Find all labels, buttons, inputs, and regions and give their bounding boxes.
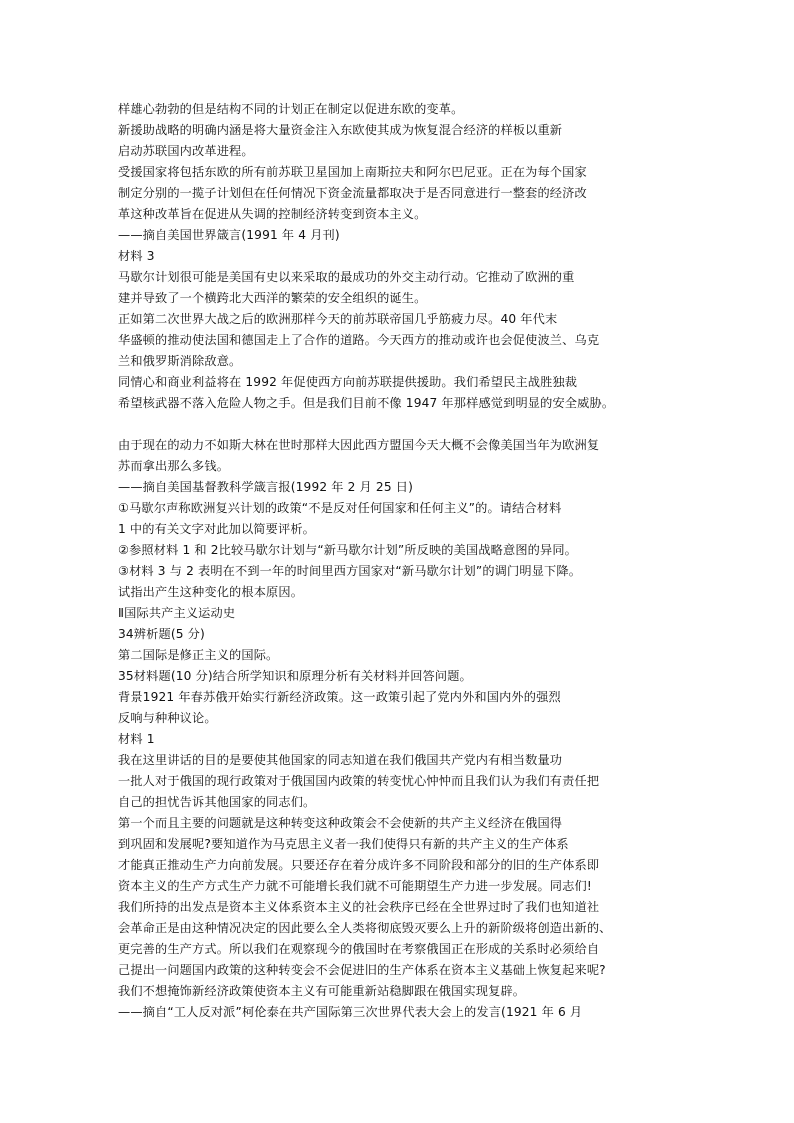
source-citation: ——摘自美国世界箴言(1991 年 4 月刊) (118, 228, 340, 242)
text-line: 第二国际是修正主义的国际。 (118, 648, 279, 662)
text-line: 一批人对于俄国的现行政策对于俄国国内政策的转变忧心忡忡而且我们认为我们有责任把 (118, 774, 600, 788)
text-line: 会革命正是由这种情况决定的因此要么全人类将彻底毁灭要么上升的新阶级将创造出新的、 (118, 921, 612, 935)
document-body (118, 99, 688, 1023)
question-item: ③材料 3 与 2 表明在不到一年的时间里西方国家对“新马歇尔计划”的调门明显下降。 (118, 564, 582, 578)
material-heading: 材料 1 (118, 732, 155, 746)
text-line: 自己的担忧告诉其他国家的同志们。 (118, 795, 316, 809)
text-line: 我们不想掩饰新经济政策使资本主义有可能重新站稳脚跟在俄国实现复辟。 (118, 984, 526, 998)
text-line: 到巩固和发展呢?要知道作为马克思主义者一我们使得只有新的共产主义的生产体系 (118, 837, 569, 851)
text-line: 己提出一问题国内政策的这种转变会不会促进旧的生产体系在资本主义基础上恢复起来呢? (118, 963, 606, 977)
text-line: 建并导致了一个横跨北大西洋的繁荣的安全组织的诞生。 (118, 291, 427, 305)
question-heading: 34辨析题(5 分) (118, 627, 205, 641)
material-heading: 材料 3 (118, 249, 155, 263)
question-heading: 35材料题(10 分)结合所学知识和原理分析有关材料并回答问题。 (118, 669, 472, 683)
question-item: ①马歇尔声称欧洲复兴计划的政策“不是反对任何国家和任何主义”的。请结合材料 (118, 501, 562, 515)
text-line: 苏而拿出那么多钱。 (118, 459, 230, 473)
text-line: 马歇尔计划很可能是美国有史以来采取的最成功的外交主动行动。它推动了欧洲的重 (118, 270, 575, 284)
text-line: 兰和俄罗斯消除敌意。 (118, 354, 242, 368)
text-line: 样雄心勃勃的但是结构不同的计划正在制定以促进东欧的变革。 (118, 102, 464, 116)
question-item: ②参照材料 1 和 2比较马歇尔计划与“新马歇尔计划”所反映的美国战略意图的异同。 (118, 543, 578, 557)
source-citation: ——摘自美国基督教科学箴言报(1992 年 2 月 25 日) (118, 480, 413, 494)
text-line: 由于现在的动力不如斯大林在世时那样大因此西方盟国今天大概不会像美国当年为欧洲复 (118, 438, 600, 452)
text-line: 更完善的生产方式。所以我们在观察现今的俄国时在考察俄国正在形成的关系时必须给自 (118, 942, 600, 956)
text-line: 新援助战略的明确内涵是将大量资金注入东欧使其成为恢复混合经济的样板以重新 (118, 123, 563, 137)
text-line: 背景1921 年春苏俄开始实行新经济政策。这一政策引起了党内外和国内外的强烈 (118, 690, 561, 704)
text-line: 受援国家将包括东欧的所有前苏联卫星国加上南斯拉夫和阿尔巴尼亚。正在为每个国家 (118, 165, 587, 179)
text-line: 反响与种种议论。 (118, 711, 217, 725)
text-line: 革这种改革旨在促进从失调的控制经济转变到资本主义。 (118, 207, 427, 221)
text-line: 资本主义的生产方式生产力就不可能增长我们就不可能期望生产力进一步发展。同志们! (118, 879, 592, 893)
text-line: 希望核武器不落入危险人物之手。但是我们目前不像 1947 年那样感觉到明显的安全威胁。 (118, 396, 615, 410)
text-line: 启动苏联国内改革进程。 (118, 144, 254, 158)
text-line: 才能真正推动生产力向前发展。只要还存在着分成许多不同阶段和部分的旧的生产体系即 (118, 858, 600, 872)
text-line: 同情心和商业利益将在 1992 年促使西方向前苏联提供援助。我们希望民主战胜独裁 (118, 375, 578, 389)
text-line: 正如第二次世界大战之后的欧洲那样今天的前苏联帝国几乎筋疲力尽。40 年代末 (118, 312, 558, 326)
text-line: 制定分别的一揽子计划但在任何情况下资金流量都取决于是否同意进行一整套的经济改 (118, 186, 587, 200)
text-line: 我在这里讲话的目的是要使其他国家的同志知道在我们俄国共产党内有相当数量功 (118, 753, 563, 767)
question-item: 1 中的有关文字对此加以简要评析。 (118, 522, 315, 536)
text-line: 我们所持的出发点是资本主义体系资本主义的社会秩序已经在全世界过时了我们也知道社 (118, 900, 600, 914)
blank-line (118, 414, 688, 435)
question-item: 试指出产生这种变化的根本原因。 (118, 585, 304, 599)
section-heading: Ⅱ国际共产主义运动史 (118, 606, 236, 620)
source-citation: ——摘自“工人反对派”柯伦泰在共产国际第三次世界代表大会上的发言(1921 年 6 月 (118, 1005, 583, 1019)
text-line: 华盛顿的推动使法国和德国走上了合作的道路。今天西方的推动或许也会促使波兰、乌克 (118, 333, 600, 347)
text-line: 第一个而且主要的问题就是这种转变这种政策会不会使新的共产主义经济在俄国得 (118, 816, 563, 830)
